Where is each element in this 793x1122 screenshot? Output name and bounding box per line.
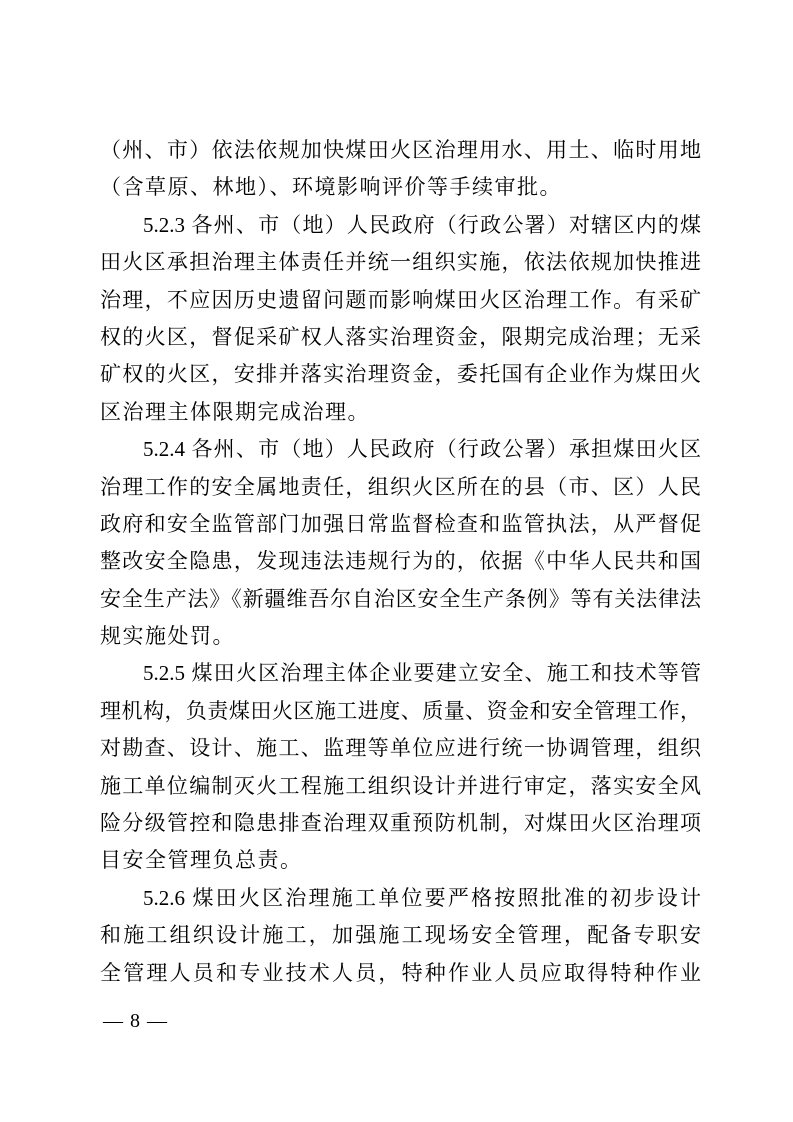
page-number: — 8 — bbox=[103, 1010, 168, 1032]
text-line: 安全生产法》《新疆维吾尔自治区安全生产条例》等有关法律法 bbox=[100, 586, 701, 611]
text-line: 5.2.5 煤田火区治理主体企业要建立安全、施工和技术等管 bbox=[143, 661, 701, 686]
paragraph bbox=[100, 880, 701, 992]
text-line: 5.2.4 各州、市（地）人民政府（行政公署）承担煤田火区 bbox=[143, 437, 701, 462]
text-line: 矿权的火区，安排并落实治理资金，委托国有企业作为煤田火 bbox=[100, 362, 701, 387]
paragraph bbox=[100, 431, 701, 655]
paragraph bbox=[100, 207, 701, 431]
paragraph bbox=[100, 655, 701, 879]
text-line: 5.2.6 煤田火区治理施工单位要严格按照批准的初步设计 bbox=[143, 885, 701, 910]
document-body bbox=[100, 132, 701, 992]
text-line: 政府和安全监管部门加强日常监督检查和监管执法，从严督促 bbox=[100, 511, 701, 536]
text-line: 险分级管控和隐患排查治理双重预防机制，对煤田火区治理项 bbox=[100, 811, 701, 836]
text-line: 整改安全隐患，发现违法违规行为的，依据《中华人民共和国 bbox=[100, 549, 701, 574]
text-line: （州、市）依法依规加快煤田火区治理用水、用土、临时用地 bbox=[100, 138, 701, 162]
text-line: 区治理主体限期完成治理。 bbox=[100, 399, 370, 424]
text-line: 田火区承担治理主体责任并统一组织实施，依法依规加快推进 bbox=[100, 250, 701, 275]
text-line: 治理工作的安全属地责任，组织火区所在的县（市、区）人民 bbox=[100, 474, 701, 499]
text-line: 规实施处罚。 bbox=[100, 624, 235, 649]
text-line: 目安全管理负总责。 bbox=[100, 848, 303, 873]
text-line: 治理，不应因历史遗留问题而影响煤田火区治理工作。有采矿 bbox=[100, 287, 701, 312]
text-line: 施工单位编制灭火工程施工组织设计并进行审定，落实安全风 bbox=[100, 773, 701, 798]
paragraph bbox=[100, 132, 701, 207]
text-line: 全管理人员和专业技术人员，特种作业人员应取得特种作业 bbox=[100, 960, 701, 985]
text-line: （含草原、林地）、环境影响评价等手续审批。 bbox=[100, 175, 562, 200]
text-line: 和施工组织设计施工，加强施工现场安全管理，配备专职安 bbox=[100, 923, 701, 948]
text-line: 理机构，负责煤田火区施工进度、质量、资金和安全管理工作， bbox=[100, 698, 701, 723]
text-line: 5.2.3 各州、市（地）人民政府（行政公署）对辖区内的煤 bbox=[143, 212, 701, 237]
text-line: 对勘查、设计、施工、监理等单位应进行统一协调管理，组织 bbox=[100, 736, 701, 761]
text-line: 权的火区，督促采矿权人落实治理资金，限期完成治理；无采 bbox=[100, 324, 701, 349]
